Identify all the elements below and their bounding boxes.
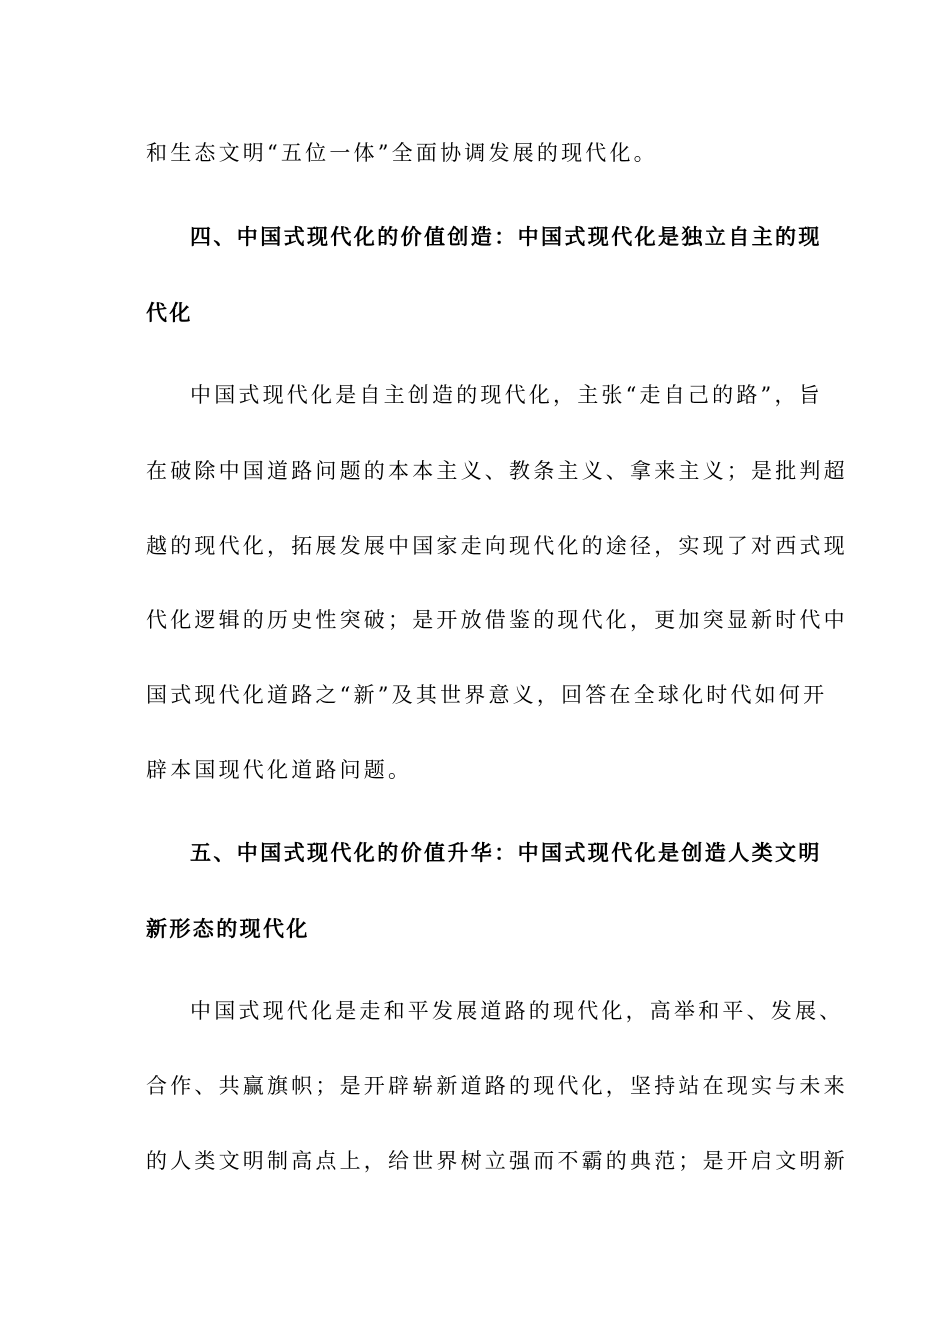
section-5-paragraph-line-1: 中国式现代化是走和平发展道路的现代化，高举和平、发展、 (190, 999, 844, 1023)
section-5-paragraph-line-3: 的人类文明制高点上，给世界树立强而不霸的典范；是开启文明新 (146, 1149, 848, 1173)
section-4-paragraph-line-3: 越的现代化，拓展发展中国家走向现代化的途径，实现了对西式现 (146, 534, 848, 558)
section-4-paragraph-line-1: 中国式现代化是自主创造的现代化，主张“走自己的路”，旨 (190, 383, 823, 407)
section-4-paragraph-line-4: 代化逻辑的历史性突破；是开放借鉴的现代化，更加突显新时代中 (146, 608, 848, 632)
paragraph-continuation-line: 和生态文明“五位一体”全面协调发展的现代化。 (146, 141, 658, 165)
section-4-paragraph-line-5: 国式现代化道路之“新”及其世界意义，回答在全球化时代如何开 (146, 683, 828, 707)
section-4-paragraph-line-6: 辟本国现代化道路问题。 (146, 758, 413, 782)
section-4-paragraph-line-2: 在破除中国道路问题的本本主义、教条主义、拿来主义；是批判超 (146, 459, 848, 483)
section-4-heading-line-1: 四、中国式现代化的价值创造：中国式现代化是独立自主的现 (190, 225, 822, 249)
section-5-paragraph-line-2: 合作、共赢旗帜；是开辟崭新道路的现代化，坚持站在现实与未来 (146, 1074, 848, 1098)
section-4-heading-line-2: 代化 (146, 301, 193, 325)
section-5-heading-line-2: 新形态的现代化 (146, 917, 310, 941)
section-5-heading-line-1: 五、中国式现代化的价值升华：中国式现代化是创造人类文明 (190, 841, 822, 865)
